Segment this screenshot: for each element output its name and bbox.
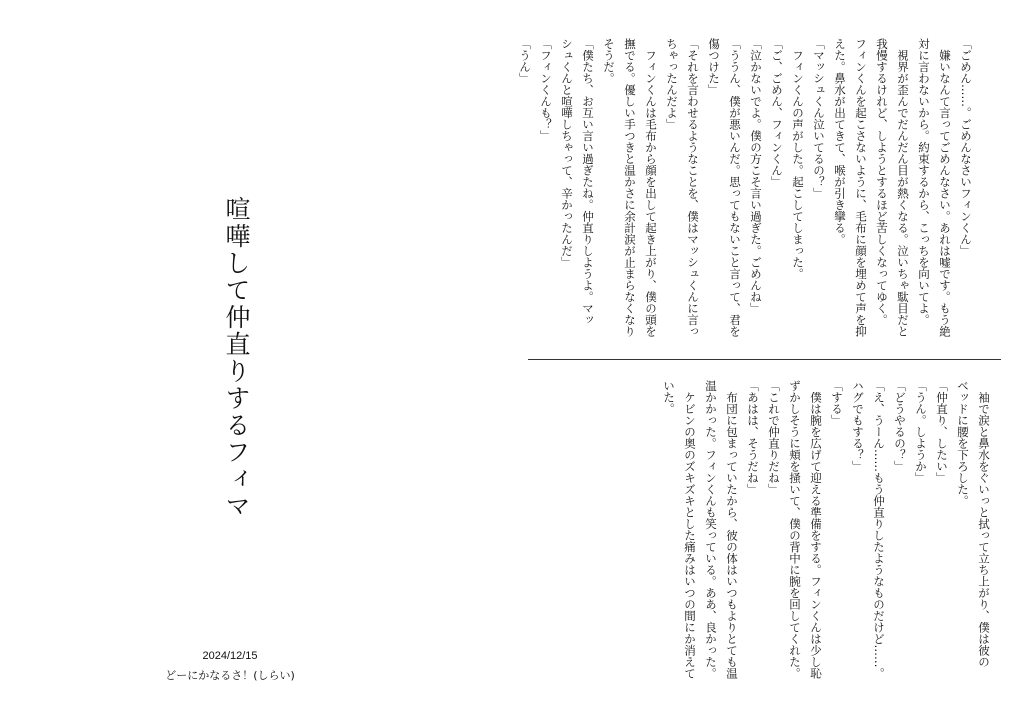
text-line: 「僕たち、お互い言い過ぎたね。仲直りしようよ。マッ [581,38,595,326]
text-line: 傷つけた」 [707,38,721,96]
text-line: 「仲直り、したい」 [935,380,949,484]
text-line: 「ううん、僕が悪いんだ。思ってもないこと言って、君を [728,38,742,337]
text-line: フィンくんを起こさないように、毛布に顔を埋めて声を抑 [854,38,868,337]
text-line: 「うん。しようか」 [914,380,928,484]
text-line: 撫でる。優しい手つきと温かさに余計涙が止まらなくなり [623,38,637,337]
text-line: 温かかった。フィンくんも笑っている。ああ、良かった。 [704,380,718,679]
story-text-lower [658,380,994,698]
text-line: ちゃったんだよ」 [665,38,679,130]
text-line: シュくんと喧嘩しちゃって、辛かったんだ」 [560,38,574,268]
text-line: 「マッシュくん泣いてるの？」 [812,38,826,199]
text-line: 布団に包まっていたから、彼の体はいつもよりとても温 [725,380,739,679]
text-line: えた。鼻水が出てきて、喉が引き攣る。 [833,38,847,245]
text-line: 「ご、ごめん、フィンくん」 [770,38,784,188]
publication-date: 2024/12/15 [202,650,258,662]
text-line: 視界が歪んでだんだん目が熱くなる。泣いちゃ駄目だと [896,38,910,337]
text-line: 嫌いなんて言ってごめんなさい。あれは嘘です。もう絶 [938,38,952,337]
text-line: そうだ。 [602,38,616,84]
text-line: 「それを言わせるようなことを、僕はマッシュくんに言っ [686,38,700,337]
story-text-upper [514,38,976,343]
story-title: 喧嘩して仲直りするフィマ [222,196,251,520]
text-line: 「あはは、そうだね」 [746,380,760,495]
text-line: いた。 [662,380,676,415]
text-line: ハグでもする？」 [851,380,865,472]
text-line: 袖で涙と鼻水をぐいっと拭って立ち上がり、僕は彼の [977,380,991,668]
section-divider [528,359,1001,360]
author-name: どーにかなるさ！(しらい) [165,669,295,682]
text-line: 「ごめん……。ごめんなさいフィンくん」 [959,38,973,257]
text-line: 「うん」 [518,38,532,84]
text-line: 「どうやるの？」 [893,380,907,472]
text-line: 「する」 [830,380,844,426]
text-line: ケビンの奥のズキズキとした痛みはいつの間にか消えて [683,380,697,679]
text-line: 「これで仲直りだね」 [767,380,781,495]
text-line: 「泣かないでよ。僕の方こそ言い過ぎた。ごめんね」 [749,38,763,314]
text-line: 我慢するけれど、しようとするほど苦しくなってゆく。 [875,38,889,326]
text-line: 僕は腕を広げて迎える準備をする。フィンくんは少し恥 [809,380,823,679]
text-line: 「フィンくんも？」 [539,38,553,142]
text-line: ベッドに腰を下ろした。 [956,380,970,507]
text-line: 「え、うーん……もう仲直りしたようなものだけど……。 [872,380,886,679]
text-line: フィンくんは毛布から顔を出して起き上がり、僕の頭を [644,38,658,337]
text-line: 対に言わないから。約束するから、こっちを向いてよ。 [917,38,931,326]
text-line: ずかしそうに頬を掻いて、僕の背中に腕を回してくれた。 [788,380,802,679]
text-line: フィンくんの声がした。起こしてしまった。 [791,38,805,280]
